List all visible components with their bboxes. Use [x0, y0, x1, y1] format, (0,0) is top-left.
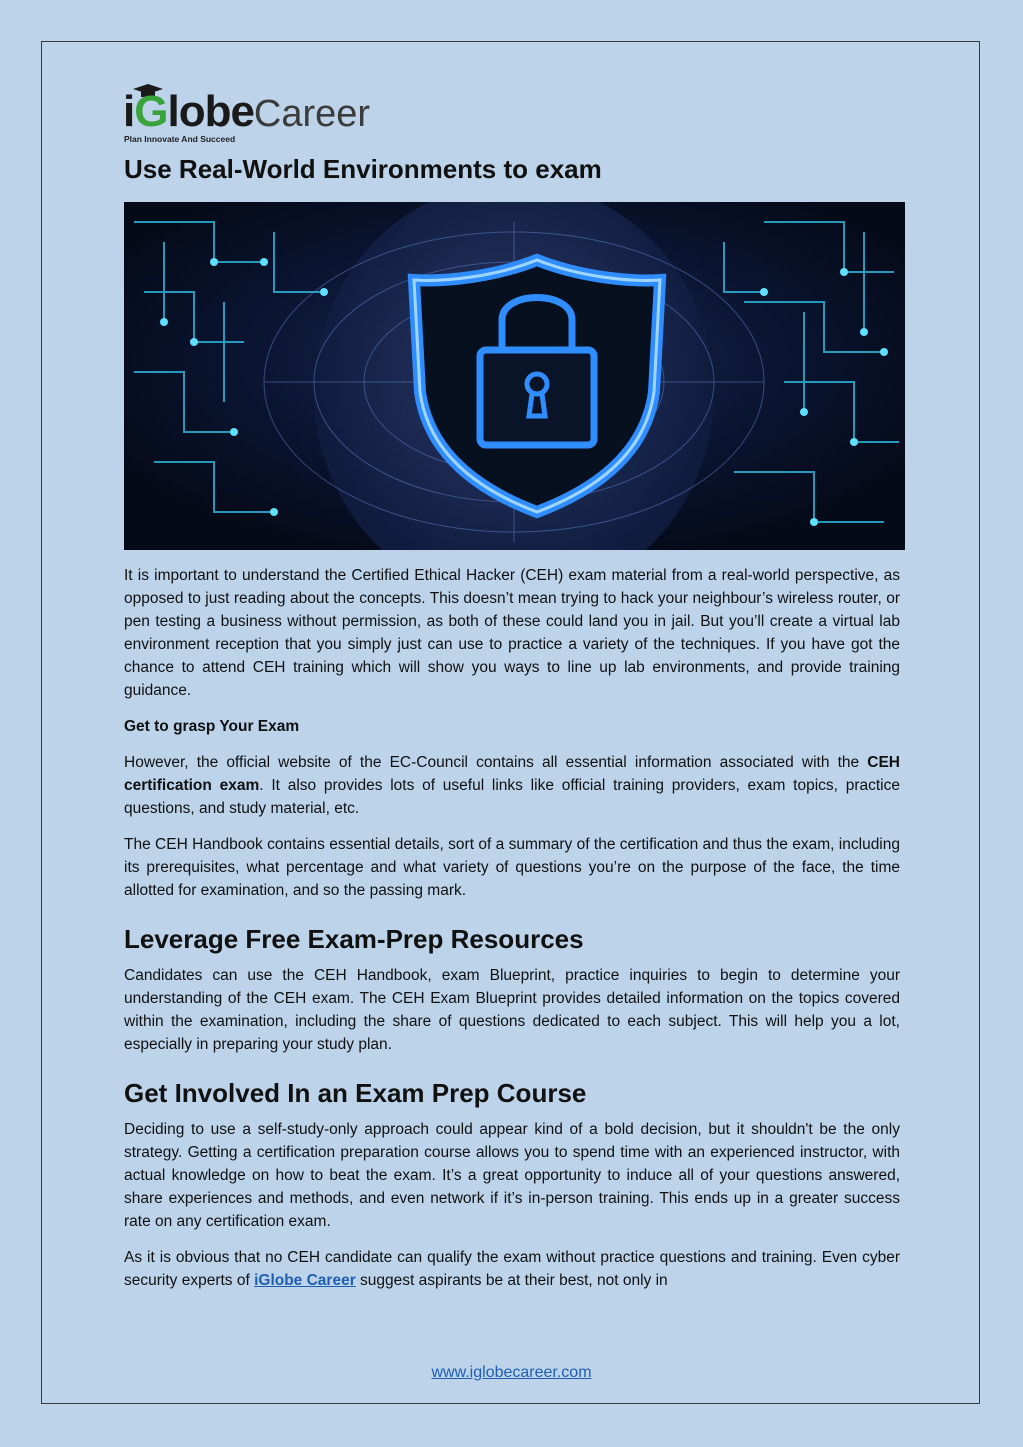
logo-tagline: Plan Innovate And Succeed	[124, 134, 236, 144]
paragraph-text: suggest aspirants be at their best, not only in	[355, 1272, 668, 1289]
prep-course-paragraph: Deciding to use a self-study-only approach could appear kind of a bold decision, but it shouldn't be the only strategy. Getting a certification preparation course allows you to spend time with an experienced instructor, with actual knowledge on how to beat the exam. It’s a great opportunity to induce all of your questions answered, share experiences and methods, and even network if it’s in-person training. This ends up in a greater success rate on any certification exam.	[124, 1121, 900, 1230]
hero-image	[124, 202, 905, 550]
document-content	[124, 152, 900, 1305]
section-heading-prep-course: Get Involved In an Exam Prep Course	[124, 1078, 587, 1108]
footer-website-link[interactable]: www.iglobecareer.com	[431, 1364, 592, 1381]
logo-wordmark: iGlobeCareer	[123, 87, 371, 136]
practice-questions-paragraph	[124, 1246, 900, 1292]
paragraph-text: However, the official website of the EC-Council contains all essential information associated with the	[124, 754, 868, 771]
footer	[0, 1364, 1023, 1382]
ceh-certification-exam-bold: CEH certification exam	[124, 754, 900, 794]
paragraph-text: . It also provides lots of useful links like official training providers, exam topics, practice questions, and study material, etc.	[124, 777, 901, 817]
iglobe-career-link[interactable]: iGlobe Career	[254, 1272, 356, 1289]
paragraph-text: As it is obvious that no CEH candidate can qualify the exam without practice questions and training. Even cyber security experts of	[124, 1249, 900, 1289]
subheading-grasp-exam: Get to grasp Your Exam	[124, 718, 300, 735]
handbook-paragraph: The CEH Handbook contains essential details, sort of a summary of the certification and thus the exam, including its prerequisites, what percentage and what variety of questions you’re on the purpose of the face, the time allotted for examination, and so the passing mark.	[124, 836, 900, 899]
ec-council-paragraph	[124, 751, 900, 820]
intro-paragraph: It is important to understand the Certified Ethical Hacker (CEH) exam material from a real-world perspective, as opposed to just reading about the concepts. This doesn’t mean trying to hack your neighbour’s wireless router, or pen testing a business without permission, as both of these could land you in jail. But you’ll create a virtual lab environment reception that you simply just can use to practice a variety of the techniques. If you have got the chance to attend CEH training which will show you ways to line up lab environments, and provide training guidance.	[124, 567, 900, 699]
page-title: Use Real-World Environments to exam	[124, 154, 602, 184]
iglobe-career-logo[interactable]	[123, 84, 383, 146]
section-heading-free-resources: Leverage Free Exam-Prep Resources	[124, 924, 584, 954]
free-resources-paragraph: Candidates can use the CEH Handbook, exam Blueprint, practice inquiries to begin to determine your understanding of the CEH exam. The CEH Exam Blueprint provides detailed information on the topics covered within the examination, including the share of questions dedicated to each subject. This will help you a lot, especially in preparing your study plan.	[124, 967, 900, 1053]
